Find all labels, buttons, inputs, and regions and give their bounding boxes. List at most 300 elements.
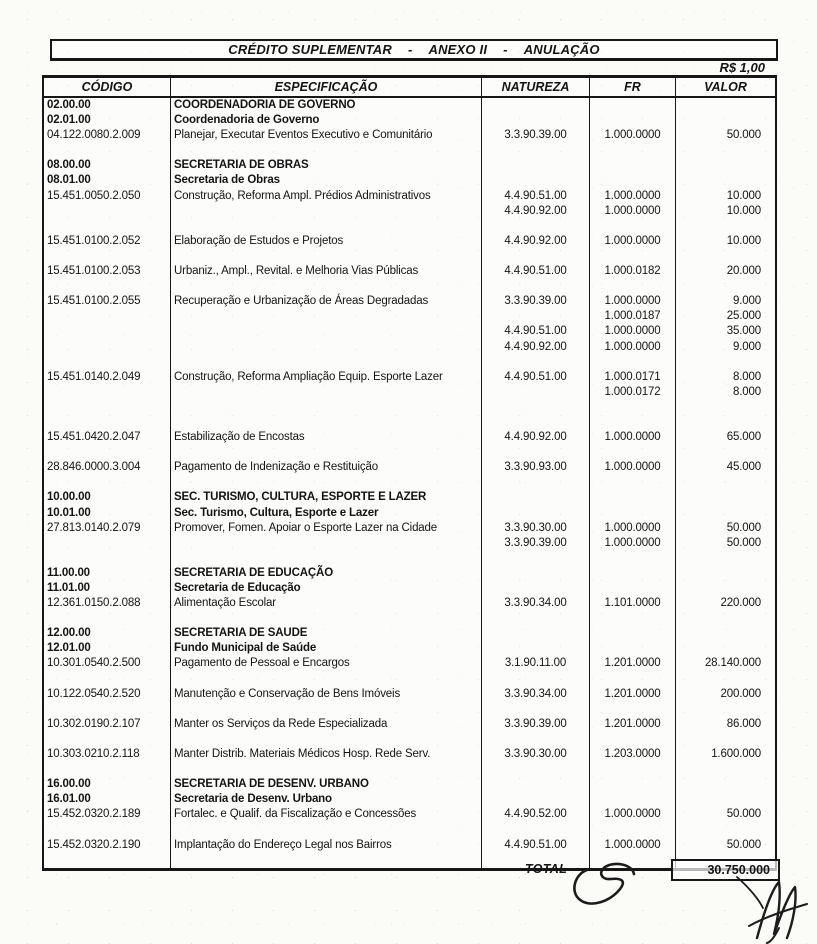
cell-natureza: 3.3.90.34.00: [482, 687, 590, 702]
column-header-fr: FR: [590, 78, 676, 96]
cell-fr: 1.000.0182: [590, 264, 676, 279]
cell-fr: [590, 626, 676, 641]
table-row: [44, 264, 775, 279]
table-spacer-row: [44, 611, 775, 626]
document-title-bar: [50, 39, 778, 61]
cell-natureza: 4.4.90.92.00: [482, 340, 590, 355]
cell-especificacao: [171, 204, 482, 219]
cell-natureza: 4.4.90.92.00: [482, 204, 590, 219]
cell-natureza: [482, 702, 590, 717]
cell-natureza: [482, 792, 590, 807]
currency-unit-note: R$ 1,00: [719, 60, 765, 75]
table-spacer-row: [44, 702, 775, 717]
cell-natureza: [482, 672, 590, 687]
cell-fr: [590, 158, 676, 173]
cell-natureza: 4.4.90.51.00: [482, 324, 590, 339]
cell-natureza: [482, 98, 590, 113]
cell-valor: [676, 626, 775, 641]
cell-especificacao: SECRETARIA DE DESENV. URBANO: [171, 777, 482, 792]
column-header-natureza: NATUREZA: [482, 78, 590, 96]
cell-valor: 50.000: [726, 808, 761, 821]
table-row: [44, 204, 775, 219]
cell-especificacao: SEC. TURISMO, CULTURA, ESPORTE E LAZER: [171, 490, 482, 505]
cell-codigo: [44, 340, 171, 355]
cell-codigo: [44, 204, 171, 219]
cell-especificacao: [171, 324, 482, 339]
cell-valor: [676, 672, 775, 687]
title-separator: -: [503, 42, 508, 57]
title-separator: -: [407, 42, 413, 57]
cell-especificacao: [171, 611, 482, 626]
cell-fr: [590, 777, 676, 792]
table-row: [44, 234, 775, 249]
table-spacer-row: [44, 475, 775, 490]
table-row: [44, 747, 775, 762]
cell-codigo: [44, 853, 171, 868]
table-row: [44, 777, 775, 792]
cell-fr: 1.000.0000: [590, 521, 676, 536]
cell-natureza: [482, 113, 590, 128]
cell-especificacao: Sec. Turismo, Cultura, Esporte e Lazer: [171, 506, 482, 521]
cell-codigo: [44, 400, 171, 415]
cell-fr: 1.000.0000: [590, 128, 676, 143]
cell-especificacao: Alimentação Escolar: [171, 596, 482, 611]
cell-especificacao: Fundo Municipal de Saúde: [171, 641, 482, 656]
table-spacer-row: [44, 400, 775, 415]
cell-especificacao: Pagamento de Indenização e Restituição: [171, 460, 482, 475]
table-spacer-row: [44, 823, 775, 838]
cell-especificacao: Planejar, Executar Eventos Executivo e Comunitário: [171, 128, 482, 143]
cell-especificacao: [171, 219, 482, 234]
column-header-codigo: CÓDIGO: [44, 78, 171, 96]
cell-natureza: [482, 279, 590, 294]
cell-codigo: [44, 324, 171, 339]
cell-fr: [590, 249, 676, 264]
cell-fr: [590, 792, 676, 807]
cell-fr: [590, 279, 676, 294]
cell-especificacao: Fortalec. e Qualif. da Fiscalização e Concessões: [171, 807, 482, 822]
cell-fr: 1.000.0000: [590, 838, 676, 853]
cell-valor: 8.000: [732, 370, 761, 383]
cell-fr: [590, 98, 676, 113]
cell-codigo: 27.813.0140.2.079: [44, 521, 171, 536]
cell-natureza: 4.4.90.51.00: [482, 189, 590, 204]
cell-natureza: [482, 219, 590, 234]
cell-valor: 200.000: [720, 687, 761, 700]
cell-especificacao: [171, 445, 482, 460]
cell-valor: [676, 98, 775, 113]
cell-especificacao: [171, 762, 482, 777]
table-row: [44, 838, 775, 853]
cell-especificacao: [171, 309, 482, 324]
cell-natureza: 4.4.90.92.00: [482, 430, 590, 445]
cell-especificacao: Secretaria de Desenv. Urbano: [171, 792, 482, 807]
cell-valor: 10.000: [726, 234, 761, 247]
cell-codigo: [44, 672, 171, 687]
cell-fr: 1.000.0000: [590, 460, 676, 475]
cell-especificacao: Elaboração de Estudos e Projetos: [171, 234, 482, 249]
cell-natureza: [482, 158, 590, 173]
table-row: [44, 430, 775, 445]
cell-especificacao: [171, 385, 482, 400]
cell-valor: 28.140.000: [704, 657, 761, 670]
cell-codigo: [44, 823, 171, 838]
cell-especificacao: [171, 415, 482, 430]
cell-natureza: 4.4.90.51.00: [482, 838, 590, 853]
cell-fr: [590, 219, 676, 234]
table-row: [44, 626, 775, 641]
cell-natureza: 3.3.90.39.00: [482, 128, 590, 143]
cell-codigo: 10.301.0540.2.500: [44, 656, 171, 671]
cell-valor: 35.000: [726, 325, 761, 338]
cell-codigo: 15.452.0320.2.189: [44, 807, 171, 822]
cell-especificacao: Estabilização de Encostas: [171, 430, 482, 445]
table-spacer-row: [44, 445, 775, 460]
cell-valor: [676, 823, 775, 838]
cell-natureza: [482, 777, 590, 792]
cell-natureza: 3.3.90.39.00: [482, 294, 590, 309]
cell-codigo: [44, 611, 171, 626]
cell-codigo: 04.122.0080.2.009: [44, 128, 171, 143]
table-spacer-row: [44, 551, 775, 566]
cell-especificacao: Construção, Reforma Ampliação Equip. Esporte Lazer: [171, 370, 482, 385]
cell-especificacao: Construção, Reforma Ampl. Prédios Administrativos: [171, 189, 482, 204]
cell-especificacao: Secretaria de Educação: [171, 581, 482, 596]
cell-valor: [676, 581, 775, 596]
cell-fr: 1.000.0000: [590, 340, 676, 355]
cell-fr: [590, 762, 676, 777]
cell-valor: [676, 792, 775, 807]
table-row: [44, 566, 775, 581]
cell-natureza: [482, 566, 590, 581]
table-spacer-row: [44, 732, 775, 747]
table-spacer-row: [44, 762, 775, 777]
table-spacer-row: [44, 853, 775, 868]
cell-valor: 9.000: [732, 295, 761, 308]
cell-valor: 1.600.000: [711, 748, 761, 761]
cell-fr: [590, 672, 676, 687]
cell-especificacao: [171, 823, 482, 838]
cell-natureza: [482, 385, 590, 400]
cell-especificacao: Manutenção e Conservação de Bens Imóveis: [171, 687, 482, 702]
cell-valor: 25.000: [726, 310, 761, 323]
cell-especificacao: SECRETARIA DE EDUCAÇÃO: [171, 566, 482, 581]
table-row: [44, 385, 775, 400]
cell-codigo: 02.00.00: [44, 98, 171, 113]
title-segment: ANEXO II: [428, 42, 488, 57]
table-row: [44, 294, 775, 309]
table-row: [44, 370, 775, 385]
cell-valor: [676, 113, 775, 128]
cell-fr: 1.203.0000: [590, 747, 676, 762]
cell-valor: [676, 400, 775, 415]
cell-fr: [590, 475, 676, 490]
cell-codigo: [44, 355, 171, 370]
cell-codigo: 11.01.00: [44, 581, 171, 596]
cell-valor: 20.000: [726, 265, 761, 278]
cell-especificacao: Coordenadoria de Governo: [171, 113, 482, 128]
table-spacer-row: [44, 279, 775, 294]
table-row: [44, 656, 775, 671]
cell-natureza: 3.3.90.30.00: [482, 521, 590, 536]
cell-fr: [590, 113, 676, 128]
cell-especificacao: Urbaniz., Ampl., Revital. e Melhoria Vias Públicas: [171, 264, 482, 279]
cell-valor: 10.000: [726, 189, 761, 202]
cell-especificacao: [171, 143, 482, 158]
cell-codigo: 15.451.0050.2.050: [44, 189, 171, 204]
title-segment: CRÉDITO SUPLEMENTAR: [228, 42, 392, 57]
cell-fr: [590, 490, 676, 505]
cell-valor: [676, 490, 775, 505]
cell-natureza: [482, 641, 590, 656]
cell-fr: [590, 641, 676, 656]
cell-especificacao: Promover, Fomen. Apoiar o Esporte Lazer na Cidade: [171, 521, 482, 536]
cell-especificacao: [171, 279, 482, 294]
cell-fr: [590, 355, 676, 370]
cell-especificacao: SECRETARIA DE SAUDE: [171, 626, 482, 641]
cell-natureza: 3.3.90.34.00: [482, 596, 590, 611]
cell-valor: [676, 219, 775, 234]
table-spacer-row: [44, 143, 775, 158]
cell-valor: [676, 777, 775, 792]
cell-codigo: 12.361.0150.2.088: [44, 596, 171, 611]
cell-fr: [590, 551, 676, 566]
cell-valor: [676, 732, 775, 747]
cell-natureza: 3.3.90.39.00: [482, 536, 590, 551]
cell-fr: [590, 581, 676, 596]
cell-valor: 65.000: [726, 431, 761, 444]
cell-codigo: 16.00.00: [44, 777, 171, 792]
cell-especificacao: [171, 249, 482, 264]
cell-fr: [590, 611, 676, 626]
cell-valor: [676, 143, 775, 158]
cell-natureza: [482, 762, 590, 777]
cell-especificacao: SECRETARIA DE OBRAS: [171, 158, 482, 173]
table-row: [44, 717, 775, 732]
cell-codigo: 15.451.0420.2.047: [44, 430, 171, 445]
table-spacer-row: [44, 672, 775, 687]
cell-natureza: [482, 551, 590, 566]
cell-especificacao: Recuperação e Urbanização de Áreas Degradadas: [171, 294, 482, 309]
table-row: [44, 581, 775, 596]
cell-codigo: [44, 143, 171, 158]
cell-valor: 50.000: [726, 129, 761, 142]
column-header-especificacao: ESPECIFICAÇÃO: [171, 78, 482, 96]
cell-valor: [676, 611, 775, 626]
cell-codigo: [44, 702, 171, 717]
table-row: [44, 807, 775, 822]
cell-valor: 45.000: [726, 461, 761, 474]
cell-valor: [676, 762, 775, 777]
cell-valor: [676, 415, 775, 430]
cell-codigo: [44, 762, 171, 777]
table-spacer-row: [44, 355, 775, 370]
column-header-valor: VALOR: [704, 80, 747, 94]
cell-natureza: [482, 626, 590, 641]
table-row: [44, 98, 775, 113]
cell-fr: [590, 732, 676, 747]
cell-fr: 1.000.0000: [590, 204, 676, 219]
cell-natureza: 4.4.90.52.00: [482, 807, 590, 822]
cell-codigo: 12.00.00: [44, 626, 171, 641]
cell-codigo: [44, 279, 171, 294]
cell-valor: [676, 551, 775, 566]
cell-fr: 1.000.0187: [590, 309, 676, 324]
cell-especificacao: [171, 732, 482, 747]
cell-valor: [676, 249, 775, 264]
signature-scribble-icon: [733, 874, 817, 944]
cell-codigo: [44, 415, 171, 430]
cell-natureza: 3.3.90.39.00: [482, 717, 590, 732]
cell-natureza: 3.3.90.30.00: [482, 747, 590, 762]
table-row: [44, 189, 775, 204]
cell-especificacao: [171, 702, 482, 717]
cell-especificacao: Manter os Serviços da Rede Especializada: [171, 717, 482, 732]
cell-natureza: [482, 173, 590, 188]
cell-codigo: 10.303.0210.2.118: [44, 747, 171, 762]
table-row: [44, 792, 775, 807]
cell-especificacao: Implantação do Endereço Legal nos Bairros: [171, 838, 482, 853]
cell-fr: [590, 173, 676, 188]
cell-valor: [676, 445, 775, 460]
cell-codigo: 11.00.00: [44, 566, 171, 581]
cell-natureza: [482, 506, 590, 521]
cell-fr: [590, 400, 676, 415]
cell-codigo: 12.01.00: [44, 641, 171, 656]
cell-fr: 1.000.0000: [590, 294, 676, 309]
cell-codigo: [44, 475, 171, 490]
cell-especificacao: [171, 536, 482, 551]
cell-valor: 50.000: [726, 521, 761, 534]
cell-especificacao: [171, 475, 482, 490]
cell-natureza: [482, 400, 590, 415]
cell-fr: 1.000.0000: [590, 807, 676, 822]
cell-codigo: [44, 385, 171, 400]
cell-codigo: 15.451.0140.2.049: [44, 370, 171, 385]
cell-fr: 1.000.0000: [590, 234, 676, 249]
table-row: [44, 309, 775, 324]
cell-codigo: [44, 309, 171, 324]
cell-codigo: [44, 536, 171, 551]
cell-especificacao: [171, 672, 482, 687]
cell-valor: 86.000: [726, 717, 761, 730]
table-row: [44, 460, 775, 475]
cell-valor: [676, 506, 775, 521]
table-row: [44, 536, 775, 551]
total-label: TOTAL: [525, 862, 568, 876]
cell-fr: 1.201.0000: [590, 687, 676, 702]
title-segment: ANULAÇÃO: [523, 42, 600, 57]
cell-codigo: 15.452.0320.2.190: [44, 838, 171, 853]
cell-fr: 1.101.0000: [590, 596, 676, 611]
cell-natureza: [482, 823, 590, 838]
table-row: [44, 340, 775, 355]
cell-especificacao: Pagamento de Pessoal e Encargos: [171, 656, 482, 671]
cell-fr: [590, 143, 676, 158]
cell-especificacao: [171, 551, 482, 566]
table-row: [44, 506, 775, 521]
budget-table: [42, 75, 777, 871]
cell-codigo: 15.451.0100.2.055: [44, 294, 171, 309]
cell-natureza: [482, 415, 590, 430]
cell-especificacao: Manter Distrib. Materiais Médicos Hosp. Rede Serv.: [171, 747, 482, 762]
cell-natureza: [482, 611, 590, 626]
cell-fr: [590, 823, 676, 838]
table-spacer-row: [44, 249, 775, 264]
cell-natureza: [482, 249, 590, 264]
cell-codigo: [44, 732, 171, 747]
cell-codigo: [44, 219, 171, 234]
cell-codigo: 15.451.0100.2.052: [44, 234, 171, 249]
cell-valor: [676, 279, 775, 294]
cell-fr: [590, 566, 676, 581]
table-row: [44, 173, 775, 188]
cell-natureza: [482, 490, 590, 505]
cell-valor: [676, 566, 775, 581]
cell-valor: [676, 355, 775, 370]
cell-natureza: [482, 475, 590, 490]
cell-especificacao: [171, 853, 482, 868]
table-row: [44, 113, 775, 128]
table-body: [44, 98, 775, 868]
cell-valor: 8.000: [732, 385, 761, 398]
cell-especificacao: [171, 340, 482, 355]
cell-natureza: [482, 355, 590, 370]
cell-natureza: [482, 581, 590, 596]
cell-valor: [676, 173, 775, 188]
cell-valor: 220.000: [720, 597, 761, 610]
cell-fr: 1.000.0000: [590, 189, 676, 204]
cell-fr: [590, 506, 676, 521]
cell-codigo: 10.302.0190.2.107: [44, 717, 171, 732]
table-row: [44, 324, 775, 339]
cell-fr: 1.000.0000: [590, 430, 676, 445]
cell-natureza: [482, 445, 590, 460]
cell-valor: 50.000: [726, 838, 761, 851]
cell-valor: [676, 475, 775, 490]
cell-fr: 1.000.0172: [590, 385, 676, 400]
table-row: [44, 641, 775, 656]
cell-valor: [676, 158, 775, 173]
table-spacer-row: [44, 219, 775, 234]
cell-codigo: 08.01.00: [44, 173, 171, 188]
cell-codigo: 28.846.0000.3.004: [44, 460, 171, 475]
cell-especificacao: [171, 400, 482, 415]
cell-codigo: [44, 249, 171, 264]
cell-especificacao: Secretaria de Obras: [171, 173, 482, 188]
cell-codigo: [44, 551, 171, 566]
cell-fr: [590, 702, 676, 717]
cell-fr: [590, 415, 676, 430]
table-header-row: [44, 78, 775, 98]
cell-natureza: [482, 309, 590, 324]
table-row: [44, 596, 775, 611]
cell-fr: 1.201.0000: [590, 656, 676, 671]
table-row: [44, 128, 775, 143]
cell-fr: [590, 445, 676, 460]
cell-codigo: 02.01.00: [44, 113, 171, 128]
cell-natureza: [482, 732, 590, 747]
cell-especificacao: COORDENADORIA DE GOVERNO: [171, 98, 482, 113]
table-row: [44, 490, 775, 505]
cell-codigo: 10.122.0540.2.520: [44, 687, 171, 702]
cell-valor: 10.000: [726, 204, 761, 217]
cell-natureza: 4.4.90.51.00: [482, 370, 590, 385]
cell-natureza: 4.4.90.51.00: [482, 264, 590, 279]
cell-valor: 50.000: [726, 536, 761, 549]
cell-natureza: 3.3.90.93.00: [482, 460, 590, 475]
table-row: [44, 687, 775, 702]
